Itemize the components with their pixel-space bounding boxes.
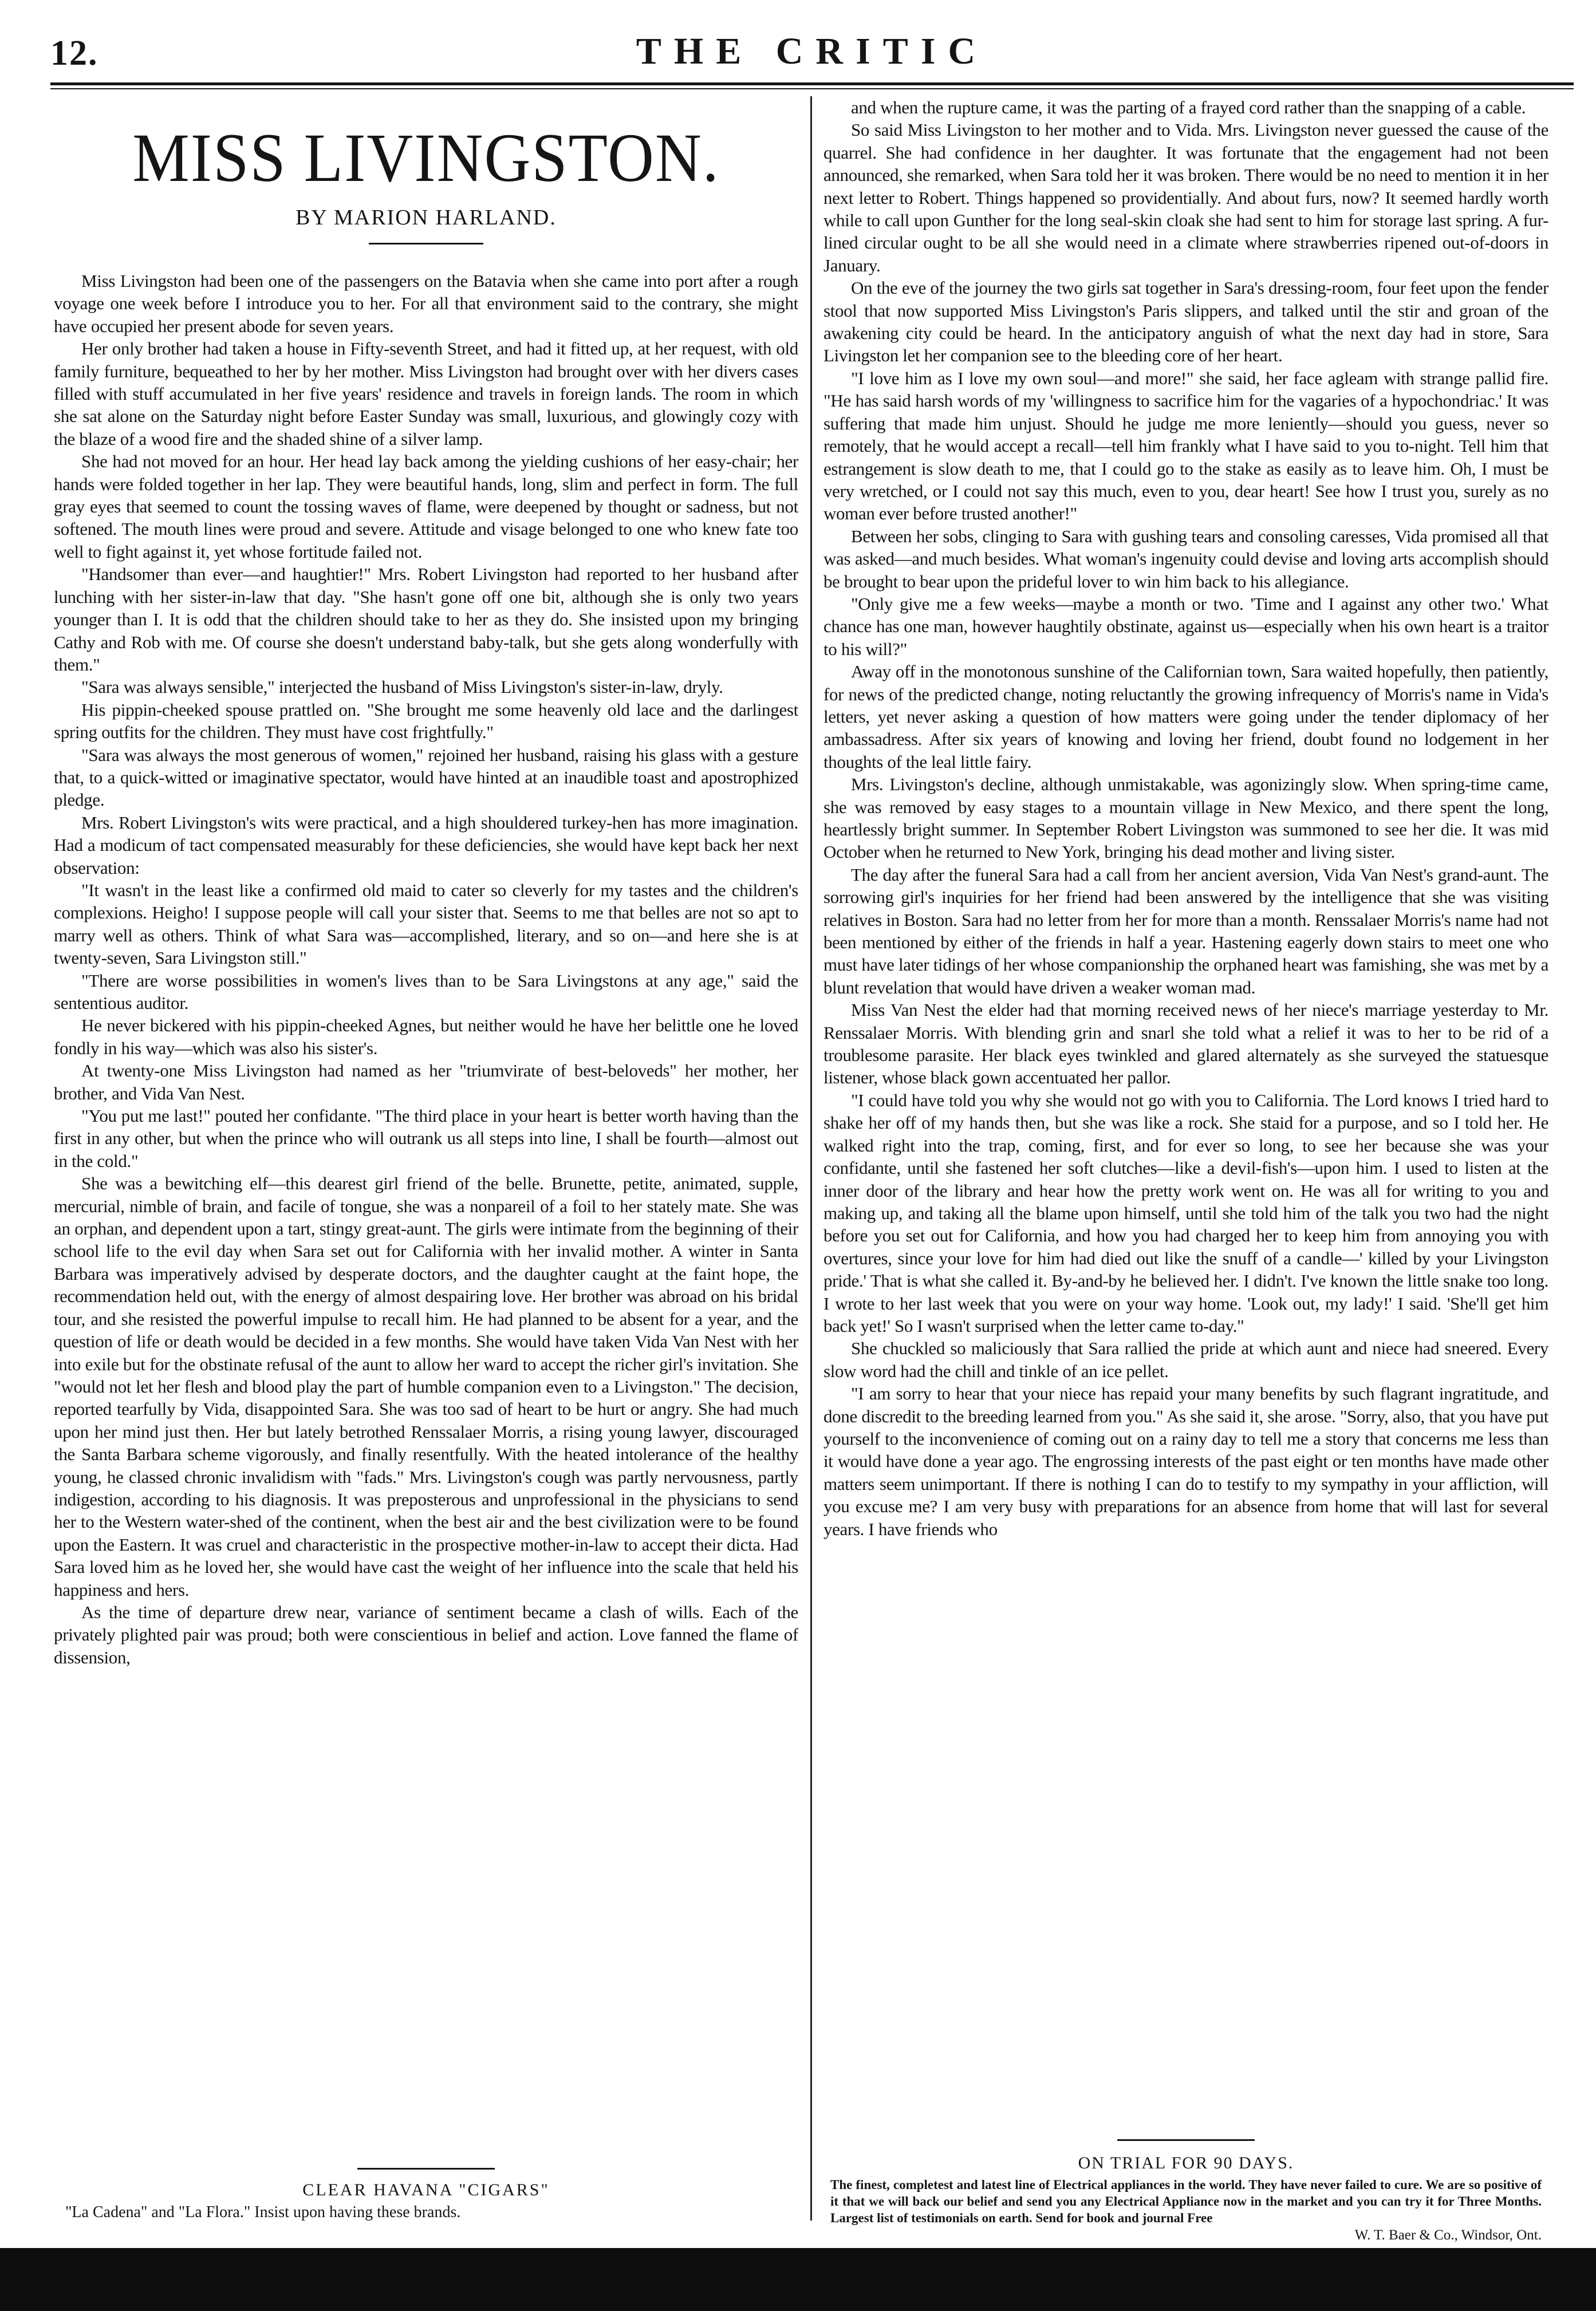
ad-rule (1117, 2139, 1255, 2141)
byline-rule (369, 243, 483, 244)
story-paragraph: At twenty-one Miss Livingston had named as her "triumvirate of best-beloveds" her mother, her brother, and Vida Van Nest. (54, 1060, 798, 1103)
story-paragraph: Mrs. Livingston's decline, although unmistakable, was agonizingly slow. When spring-time came, she was removed by easy stages to a mountain village in New Mexico, and there spent the long, heartlessly bright summer. In September Robert Livingston was summoned to see her die. It was mid October when he returned to New York, bringing his dead mother and living sister. (823, 774, 1548, 862)
story-byline: BY MARION HARLAND. (295, 206, 557, 230)
story-paragraph: So said Miss Livingston to her mother and to Vida. Mrs. Livingston never guessed the cause of the quarrel. She had confidence in her daughter. It was fortunate that the engagement had not been announced, she remarked, when Sara told her it was broken. There would be no need to mention it in her next letter to Robert. Things happened so providentially. And about furs, now? It seemed hardly worth while to call upon Gunther for the long seal-skin cloak she had sent to him for storage last spring. A fur-lined circular ought to be all she would need in a climate where strawberries ripened out-of-doors in January. (823, 120, 1548, 275)
story-paragraph: On the eve of the journey the two girls sat together in Sara's dressing-room, four feet upon the fender stool that now supported Miss Livingston's Paris slippers, and talked until the stir and groan of the awakening city could be heard. In the anticipatory anguish of what the next day had in store, Sara Livingston let her companion see to the bleeding core of her heart. (823, 278, 1548, 366)
story-paragraph: Away off in the monotonous sunshine of the Californian town, Sara waited hopefully, then patiently, for news of the predicted change, noting reluctantly the growing infrequency of Morris's name in Vida's letters, yet never asking a question of how matters were going under the tender diplomacy of her ambassadress. After six years of knowing and loving her friend, doubt found no lodgement in her thoughts of the leal little fairy. (823, 661, 1548, 772)
story-column-right (823, 96, 1548, 2140)
story-paragraph: She was a bewitching elf—this dearest girl friend of the belle. Brunette, petite, animated, supple, mercurial, nimble of brain, and facile of tongue, she was a nonpareil of a foil to her stately mate. She was an orphan, and dependent upon a tart, stingy great-aunt. The girls were intimate from the beginning of their school life to the evil day when Sara set out for California with her invalid mother. A winter in Santa Barbara was imperatively advised by desperate doctors, and the daughter caught at the faint hope, the recommendation held out, with the energy of almost despairing love. Her brother was abroad on his bridal tour, and she resisted the powerful impulse to recall him. He had planned to be absent for a year, and the question of life or death would be decided in a few months. She would have taken Vida Van Nest with her into exile but for the obstinate refusal of the aunt to allow her ward to accept the richer girl's invitation. She "would not let her flesh and blood play the part of humble companion even to a Livingston." The decision, reported tearfully by Vida, disappointed Sara. She was too sad of heart to be hurt or angry. She had much upon her mind just then. Her but lately betrothed Renssalaer Morris, a rising young lawyer, discouraged the Santa Barbara scheme vigorously, and finally resentfully. With the heated intolerance of the healthy young, he classed chronic invalidism with "fads." Mrs. Livingston's cough was partly nervousness, partly indigestion, according to his diagnosis. It was preposterous and unprofessional in the physicians to send her to the Western water-shed of the continent, when the best air and the best civilization were to be found upon the Eastern. It was cruel and characteristic in the prospective mother-in-law to accept their dicta. Had Sara loved him as he loved her, she would have cast the weight of her influence into the scale that held his happiness and hers. (54, 1173, 798, 1600)
story-paragraph: The day after the funeral Sara had a call from her ancient aversion, Vida Van Nest's grand-aunt. The sorrowing girl's inquiries for her friend had been answered by the intelligence that she was visiting relatives in Boston. Sara had no letter from her for more than a month. Renssalaer Morris's name had not been mentioned by either of the friends in half a year. Hastening eagerly down stairs to meet one who must have later tidings of her whose companionship the orphaned heart was famishing, she was met by a blunt revelation that would have driven a weaker woman mad. (823, 864, 1548, 997)
story-paragraph: "I love him as I love my own soul—and more!" she said, her face agleam with strange pallid fire. "He has said harsh words of my 'willingness to sacrifice him for the vagaries of a hypochondriac.' It was suffering that made him unjust. Should he judge me more leniently—should you guess, never so remotely, that he would accept a recall—tell him frankly what I have said to you to-night. Tell him that estrangement is slow death to me, that I could go to the stake as easily as to leave him. Oh, I must be very wretched, or I could not say this much, even to you, dear heart! See how I trust you, surely as no woman ever before trusted another!" (823, 368, 1548, 524)
story-paragraph: "I could have told you why she would not go with you to California. The Lord knows I tried hard to shake her off of my hands then, but she was like a rock. She staid for a purpose, and so I told her. He walked right into the trap, coming, first, and for ever so long, to see her because she was your confidante, until she fastened her soft clutches—like a devil-fish's—upon him. I used to listen at the inner door of the library and hear how the pretty work went on. He was all for writing to you and making up, and taking all the blame upon himself, until she told him of the talk you two had the night before you set out for California, and how you had charged her to keep him from annoying you with overtures, since your love for him had died out like the snuff of a candle—' killed by your Livingston pride.' That is what she called it. By-and-by he believed her. I didn't. I've known the little snake too long. I wrote to her last week that you were on your way home. 'Look out, my lady!' I said. 'She'll get him back yet!' So I wasn't surprised when the letter came to-day." (823, 1090, 1548, 1336)
page-bottom-band (0, 2248, 1596, 2311)
trial-ad-text: The finest, completest and latest line of Electrical appliances in the world. They have never failed to cure. We are so positive of it that we will back our belief and send you any Electrical Appliance now in the market and you can try it for Three Months. Largest list of testimonials on earth. Send for book and journal Free (830, 2178, 1542, 2225)
story-paragraph: His pippin-cheeked spouse prattled on. "She brought me some heavenly old lace and the darlingest spring outfits for the children. They must have cost frightfully." (54, 699, 798, 743)
story-paragraph: She chuckled so maliciously that Sara rallied the pride at which aunt and niece had sneered. Every slow word had the chill and tinkle of an ice pellet. (823, 1338, 1548, 1381)
story-title: MISS LIVINGSTON. (132, 120, 720, 196)
story-body-left (54, 270, 798, 1669)
story-paragraph: and when the rupture came, it was the parting of a frayed cord rather than the snapping of a cable. (851, 97, 1526, 117)
story-paragraph: "Sara was always the most generous of women," rejoined her husband, raising his glass with a gesture that, to a quick-witted or imaginative spectator, would have hinted at an inaudible toast and apostrophized pledge. (54, 744, 798, 810)
story-body-right (823, 96, 1548, 1540)
story-paragraph: "Handsomer than ever—and haughtier!" Mrs. Robert Livingston had reported to her husband after lunching with her sister-in-law that day. "She hasn't gone off one bit, although she is only two years younger than I. It is odd that the children should take to her as they do. She insisted upon my bringing Cathy and Rob with me. Of course she doesn't understand baby-talk, but she gets along wonderfully with them." (54, 564, 798, 675)
story-paragraph: Miss Livingston had been one of the passengers on the Batavia when she came into port after a rough voyage one week before I introduce you to her. For all that environment said to the contrary, she might have occupied her present abode for seven years. (54, 271, 798, 336)
cigar-advertisement (54, 2168, 798, 2231)
story-paragraph: Miss Van Nest the elder had that morning received news of her niece's marriage yesterday to Mr. Renssalaer Morris. With blending grin and snarl she told what a relief it was to her to be rid of a troublesome parasite. Her black eyes twinkled and glared alternately as she surveyed the statuesque listener, whose black gown accentuated her pallor. (823, 1000, 1548, 1088)
story-paragraph: As the time of departure drew near, variance of sentiment became a clash of wills. Each of the privately plighted pair was proud; both were conscientious in belief and action. Love fanned the flame of dissension, (54, 1602, 798, 1667)
cigar-ad-title: CLEAR HAVANA "CIGARS" (302, 2180, 550, 2199)
story-paragraph: "Sara was always sensible," interjected the husband of Miss Livingston's sister-in-law, dryly. (81, 677, 723, 697)
page-header (50, 30, 1574, 94)
header-rule (50, 82, 1574, 85)
story-paragraph: "It wasn't in the least like a confirmed old maid to cater so cleverly for my tastes and the children's complexions. Heigho! I suppose people will call your sister that. Seems to me that belles are not so apt to marry well as others. Think of what Sara was—accomplished, literary, and so on—and here she is at twenty-seven, Sara Livingston still." (54, 880, 798, 968)
page-number: 12. (50, 34, 98, 73)
ad-rule (357, 2168, 495, 2170)
story-column-left (54, 96, 798, 2180)
cigar-ad-text: "La Cadena" and "La Flora." Insist upon having these brands. (65, 2203, 461, 2221)
story-paragraph: "You put me last!" pouted her confidante. "The third place in your heart is better worth having than the first in any other, but when the prince who will outrank us all steps into line, I shall be fourth—almost out in the cold." (54, 1106, 798, 1171)
column-divider (810, 96, 812, 2221)
header-rule-thin (50, 88, 1574, 89)
story-paragraph: "Only give me a few weeks—maybe a month or two. 'Time and I against any other two.' What chance has one man, however haughtily obstinate, against us—especially when his own heart is a traitor to his will?" (823, 593, 1548, 659)
story-paragraph: "There are worse possibilities in women's lives than to be Sara Livingstons at any age," said the sententious auditor. (54, 970, 798, 1013)
journal-title: THE CRITIC (636, 30, 988, 72)
electrical-advertisement (823, 2139, 1548, 2242)
story-paragraph: She had not moved for an hour. Her head lay back among the yielding cushions of her easy-chair; her hands were folded together in her lap. They were beautiful hands, long, slim and perfect in form. The full gray eyes that seemed to count the tossing waves of flame, were deepened by thought or sadness, but not softened. The mouth lines were proud and severe. Attitude and visage belonged to one who knew fate too well to fight against it, yet whose fortitude failed not. (54, 451, 798, 562)
story-paragraph: "I am sorry to hear that your niece has repaid your many benefits by such flagrant ingratitude, and done discredit to the breeding learned from you." As she said it, she arose. "Sorry, also, that you have put yourself to the inconvenience of coming out on a rainy day to tell me a story that concerns me less than it would have done a year ago. The engrossing interests of the past eight or ten months have made other matters seem unimportant. If there is nothing I can do to testify to my sympathy in your affliction, will you excuse me? I am very busy with preparations for an absence from home that will last for several years. I have friends who (823, 1383, 1548, 1539)
story-paragraph: Between her sobs, clinging to Sara with gushing tears and consoling caresses, Vida promised all that was asked—and much besides. What woman's ingenuity could devise and loving arts accomplish should be brought to bear upon the prideful lover to win him back to his allegiance. (823, 526, 1548, 591)
story-paragraph: He never bickered with his pippin-cheeked Agnes, but neither would he have her belittle one he loved fondly in his way—which was also his sister's. (54, 1015, 798, 1058)
story-paragraph: Mrs. Robert Livingston's wits were practical, and a high shouldered turkey-hen has more imagination. Had a modicum of tact compensated measurably for these deficiencies, she would have kept back her next observation: (54, 812, 798, 878)
trial-ad-signature: W. T. Baer & Co., Windsor, Ont. (1354, 2227, 1542, 2243)
trial-ad-title: ON TRIAL FOR 90 DAYS. (1078, 2154, 1294, 2172)
story-paragraph: Her only brother had taken a house in Fifty-seventh Street, and had it fitted up, at her request, with old family furniture, bequeathed to her by her mother. Miss Livingston had brought over with her divers cases filled with stuff accumulated in her five years' residence and travels in foreign lands. The room in which she sat alone on the Saturday night before Easter Sunday was small, luxurious, and glowingly cozy with the blaze of a wood fire and the shaded shine of a silver lamp. (54, 338, 798, 449)
